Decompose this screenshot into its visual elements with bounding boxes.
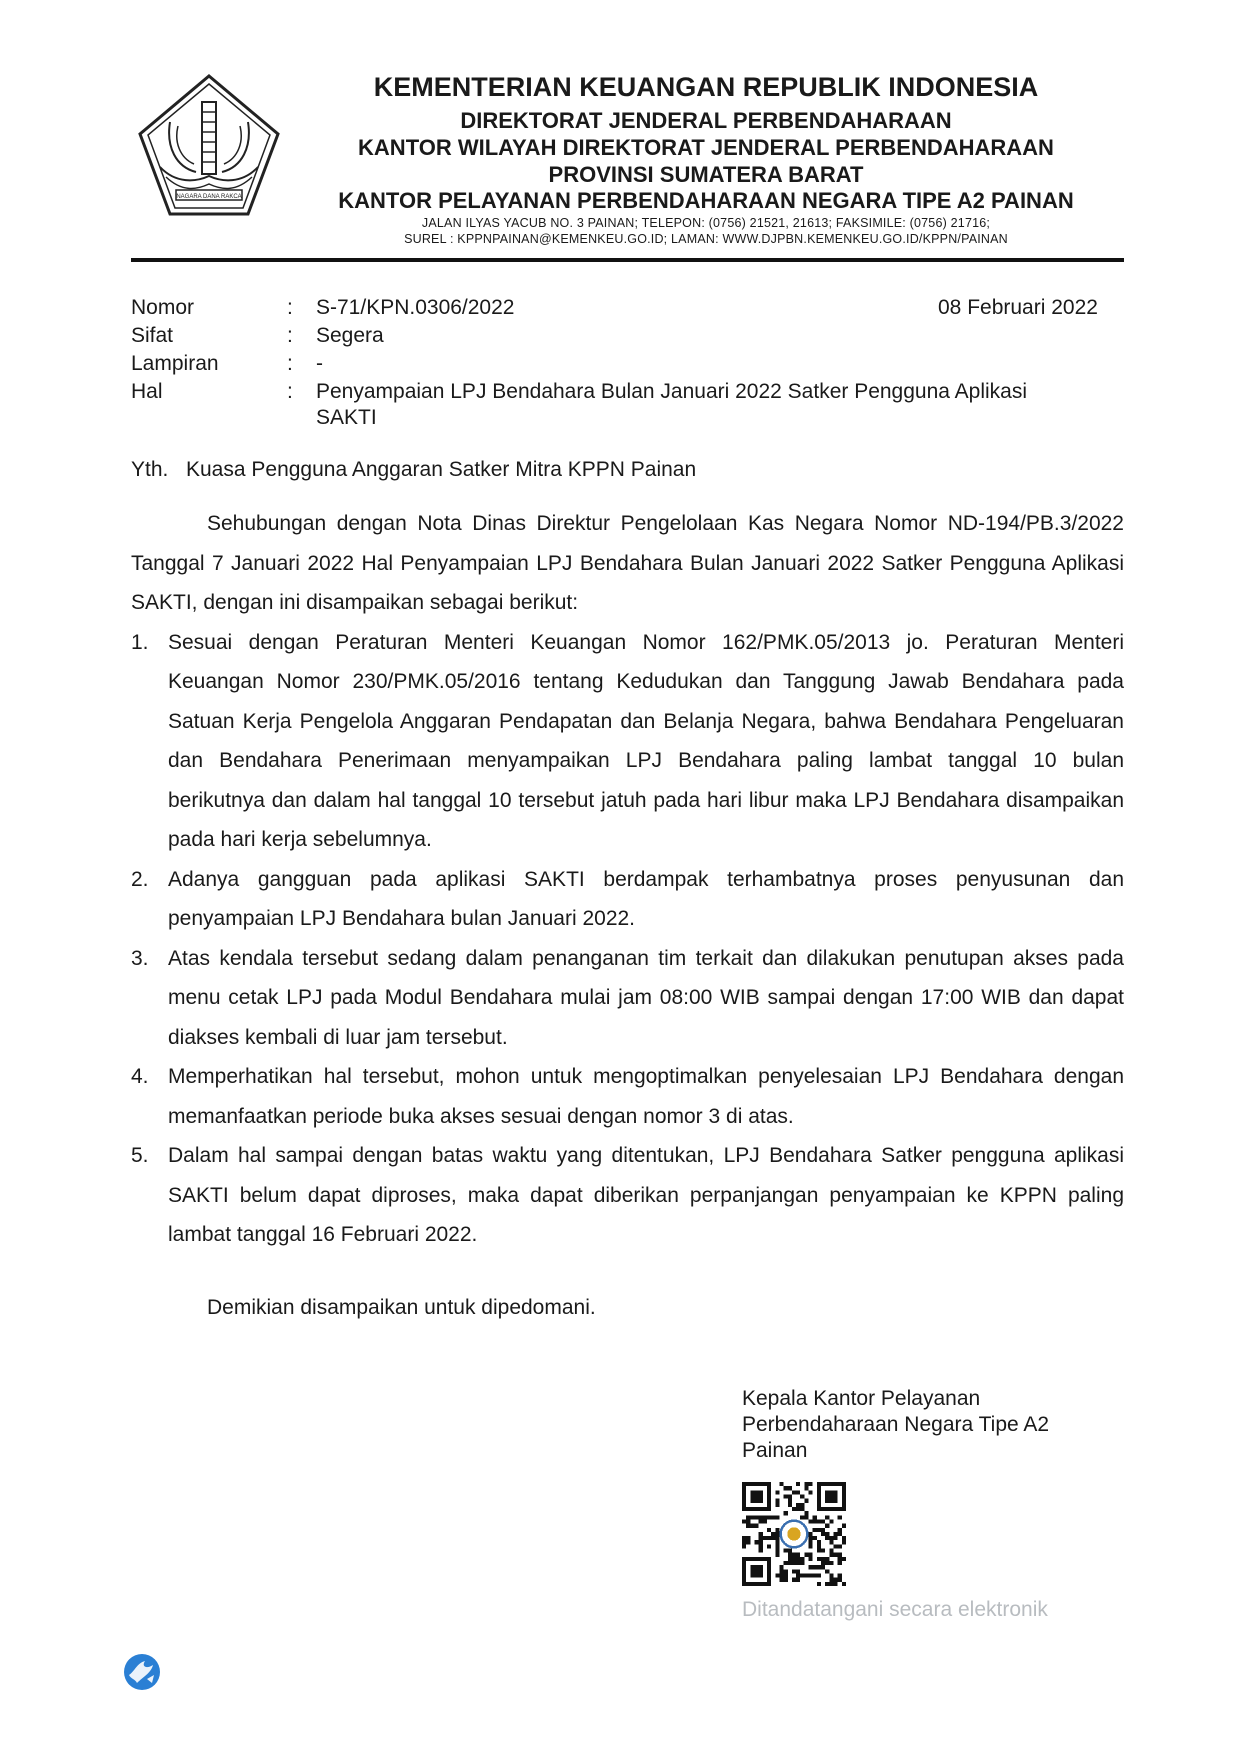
list-item-text: Dalam hal sampai dengan batas waktu yang ditentukan, LPJ Bendahara Satker pengguna aplikasi SAKTI belum dapat diproses, maka dapat diberikan perpanjangan penyampaian ke KPPN paling lambat tanggal 16 Februari 2022.	[168, 1144, 1124, 1246]
letter-date: 08 Februari 2022	[938, 296, 1098, 319]
list-item	[131, 1057, 1124, 1136]
list-item-text: Sesuai dengan Peraturan Menteri Keuangan Nomor 162/PMK.05/2013 jo. Peraturan Menteri Keuangan Nomor 230/PMK.05/2016 tentang Kedudukan dan Tanggung Jawab Bendahara pada Satuan Kerja Pengelola Anggaran Pendapatan dan Belanja Negara, bahwa Bendahara Pengeluaran dan Bendahara Penerimaan menyampaikan LPJ Bendahara paling lambat tanggal 10 bulan berikutnya dan dalam hal tanggal 10 tersebut jatuh pada hari libur maka LPJ Bendahara disampaikan pada hari kerja sebelumnya.	[168, 630, 1124, 851]
signature-title-line3: Painan	[742, 1439, 808, 1462]
globe-icon	[123, 1653, 161, 1691]
office-name: KANTOR PELAYANAN PERBENDAHARAAN NEGARA TIPE A2 PAINAN	[338, 188, 1074, 213]
regional-office-name: KANTOR WILAYAH DIREKTORAT JENDERAL PERBENDAHARAAN	[358, 135, 1054, 160]
nomor-colon: :	[287, 296, 293, 319]
list-item	[131, 860, 1124, 939]
qr-code-icon	[742, 1482, 846, 1586]
list-item-text: Adanya gangguan pada aplikasi SAKTI berdampak terhambatnya proses penyusunan dan penyampaian LPJ Bendahara bulan Januari 2022.	[168, 867, 1124, 930]
lampiran-colon: :	[287, 352, 293, 375]
lampiran-value: -	[316, 352, 323, 375]
list-item	[131, 623, 1124, 860]
addressee-name: Kuasa Pengguna Anggaran Satker Mitra KPPN Painan	[186, 458, 697, 481]
list-item	[131, 939, 1124, 1058]
hal-value-line1: Penyampaian LPJ Bendahara Bulan Januari 2022 Satker Pengguna Aplikasi	[316, 380, 1027, 403]
sifat-value: Segera	[316, 324, 384, 347]
sifat-label: Sifat	[131, 324, 174, 347]
office-contact: SUREL : KPPNPAINAN@KEMENKEU.GO.ID; LAMAN: WWW.DJPBN.KEMENKEU.GO.ID/KPPN/PAINAN	[404, 232, 1008, 246]
directorate-name: DIREKTORAT JENDERAL PERBENDAHARAAN	[460, 108, 952, 133]
list-item-number: 5.	[131, 1144, 149, 1167]
signature-title-line1: Kepala Kantor Pelayanan	[742, 1387, 981, 1410]
svg-text:NAGARA DANA RAKCA: NAGARA DANA RAKCA	[176, 194, 242, 200]
signature-title-line2: Perbendaharaan Negara Tipe A2	[742, 1413, 1050, 1436]
nomor-value: S-71/KPN.0306/2022	[316, 296, 515, 319]
list-item-number: 2.	[131, 867, 149, 891]
lampiran-label: Lampiran	[131, 352, 219, 375]
closing-sentence: Demikian disampaikan untuk dipedomani.	[207, 1296, 596, 1319]
ministry-name: KEMENTERIAN KEUANGAN REPUBLIK INDONESIA	[373, 72, 1039, 102]
letterhead-rule	[131, 258, 1124, 262]
list-item-text: Atas kendala tersebut sedang dalam penanganan tim terkait dan dilakukan penutupan akses pada menu cetak LPJ pada Modul Bendahara mulai jam 08:00 WIB sampai dengan 17:00 WIB dan dapat diakses kembali di luar jam tersebut.	[168, 946, 1124, 1049]
hal-label: Hal	[131, 380, 163, 403]
list-item-text: Memperhatikan hal tersebut, mohon untuk mengoptimalkan penyelesaian LPJ Bendahara dengan memanfaatkan periode buka akses sesuai dengan nomor 3 di atas.	[168, 1065, 1124, 1128]
list-item-number: 3.	[131, 946, 149, 970]
signature-block	[742, 1386, 1049, 1464]
hal-value-line2: SAKTI	[316, 406, 377, 429]
province-name: PROVINSI SUMATERA BARAT	[548, 162, 864, 187]
list-item-number: 1.	[131, 630, 149, 654]
office-address: JALAN ILYAS YACUB NO. 3 PAINAN; TELEPON: (0756) 21521, 21613; FAKSIMILE: (0756) 21716;	[421, 216, 991, 230]
points-list	[131, 623, 1124, 1255]
kemenkeu-emblem-icon	[136, 72, 282, 220]
list-item	[131, 1136, 1124, 1255]
sifat-colon: :	[287, 324, 293, 347]
electronic-signature-note: Ditandatangani secara elektronik	[742, 1598, 1048, 1621]
letter-body	[131, 504, 1124, 1255]
hal-colon: :	[287, 380, 293, 403]
list-item-number: 4.	[131, 1065, 149, 1088]
addressee-prefix: Yth.	[131, 458, 169, 481]
intro-paragraph: Sehubungan dengan Nota Dinas Direktur Pengelolaan Kas Negara Nomor ND-194/PB.3/2022 Tanggal 7 Januari 2022 Hal Penyampaian LPJ Bendahara Bulan Januari 2022 Satker Pengguna Aplikasi SAKTI, dengan ini disampaikan sebagai berikut:	[131, 512, 1124, 614]
nomor-label: Nomor	[131, 296, 195, 319]
